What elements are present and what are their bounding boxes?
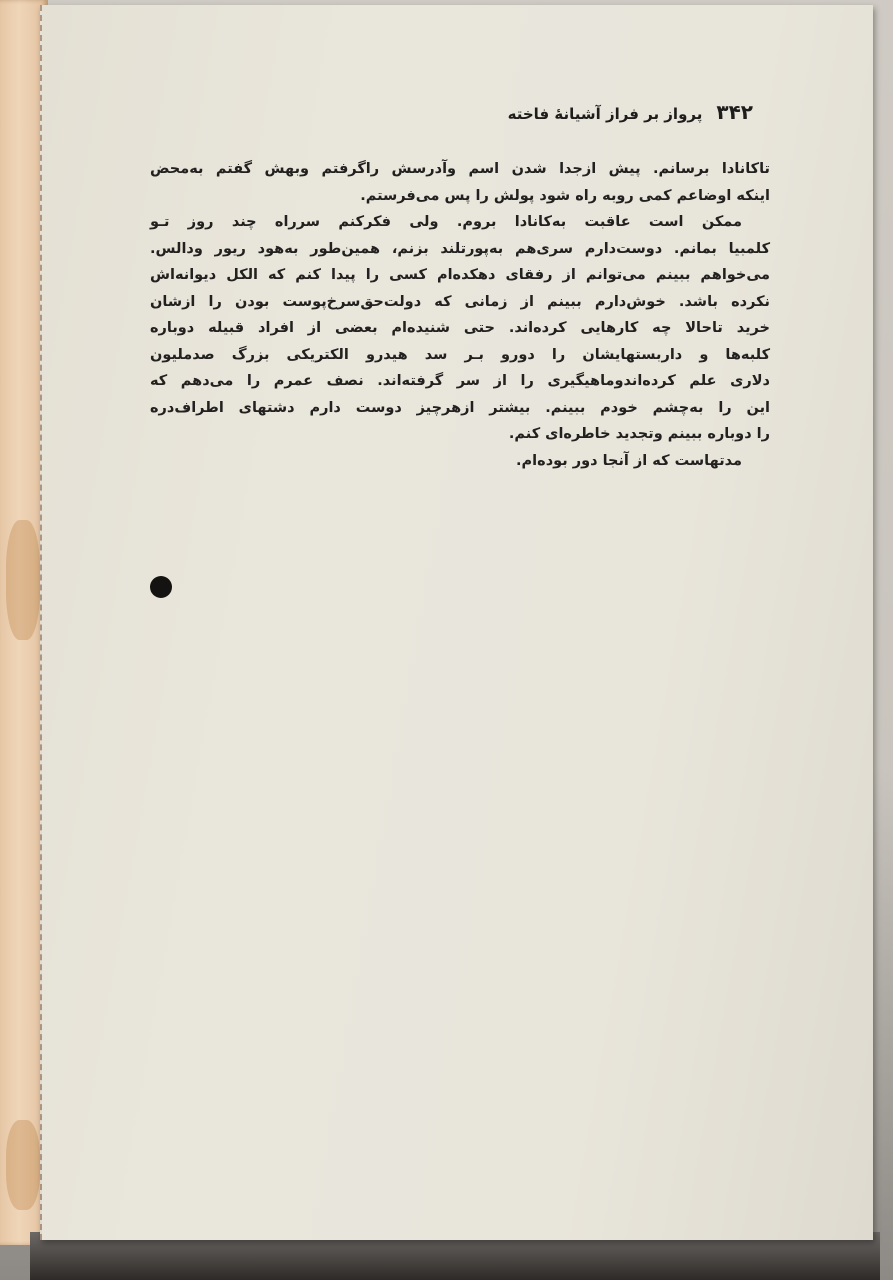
page-header	[508, 100, 753, 124]
text-line: این را به‌چشم خودم ببینم. بیشتر ازهرچیز دوست دارم دشتهای اطراف‌دره	[150, 399, 770, 416]
body-text	[150, 156, 770, 474]
end-of-chapter-dot	[150, 576, 172, 598]
running-title: پرواز بر فراز آشیانهٔ فاخته	[507, 105, 703, 123]
text-line: دلاری علم کرده‌اندوماهیگیری را از سر گرفته‌اند. نصف عمرم را می‌دهم که	[150, 373, 770, 389]
text-line: کلمبیا بمانم. دوست‌دارم سری‌هم به‌پورتلند بزنم، همین‌طور به‌هود ریور ودالس.	[150, 240, 770, 257]
text-line: نکرده باشد. خوش‌دارم ببینم از زمانی که دولت‌حق‌سرخ‌پوست بودن را ازشان	[150, 293, 770, 310]
text-line: کلبه‌ها و داربستهایشان را دورو بـر سد هیدرو الکتریکی بزرگ صدملیون	[150, 346, 770, 363]
text-line: می‌خواهم ببینم می‌توانم از رفقای دهکده‌ام کسی را پیدا کنم که الکل دیوانه‌اش	[150, 267, 770, 283]
text-line: ممکن است عاقبت به‌کانادا بروم. ولی فکرکنم سرراه چند روز تـو	[150, 214, 742, 230]
page-number: ۳۴۲	[716, 100, 753, 124]
text-line: مدتهاست که از آنجا دور بوده‌ام.	[516, 452, 742, 469]
text-line: را دوباره ببینم وتجدید خاطره‌ای کنم.	[508, 426, 770, 442]
spine-stain	[6, 1120, 40, 1210]
text-line: خرید تاحالا چه کارهایی کرده‌اند. حتی شنیده‌ام بعضی از افراد قبیله دوباره	[150, 320, 770, 336]
text-line: تاکانادا برسانم. پیش ازجدا شدن اسم وآدرسش راگرفتم وبهش گفتم به‌محض	[150, 161, 770, 177]
spine-stain	[6, 520, 40, 640]
text-line: اینکه اوضاعم کمی روبه راه شود پولش را پس می‌فرستم.	[360, 187, 770, 204]
